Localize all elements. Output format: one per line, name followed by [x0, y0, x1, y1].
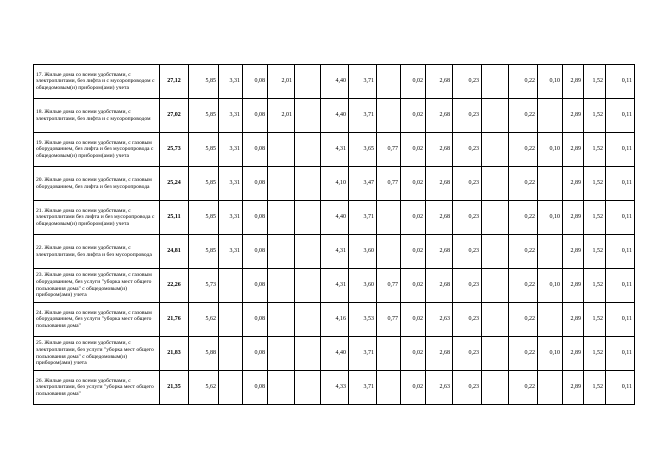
tariff-table	[33, 64, 635, 405]
row-description: 17. Жилые дома со всеми удобствами, с электроплитами, без лифта и с мусоропроводом с общедомовым(и) прибором(ами) учета	[34, 65, 160, 99]
tariff-cell: 0,11	[606, 337, 635, 371]
tariff-cell: 1,52	[584, 167, 606, 201]
tariff-cell: 0,10	[538, 269, 563, 303]
tariff-cell: 1,52	[584, 269, 606, 303]
tariff-cell: 0,08	[243, 167, 268, 201]
tariff-cell: 0,02	[401, 303, 426, 337]
tariff-cell	[268, 269, 295, 303]
tariff-cell: 3,31	[219, 133, 243, 167]
tariff-cell: 0,22	[509, 303, 538, 337]
tariff-cell: 0,23	[453, 65, 482, 99]
table-row	[34, 201, 635, 235]
tariff-cell: 5,85	[189, 235, 219, 269]
tariff-cell: 4,40	[321, 337, 349, 371]
tariff-cell: 2,68	[426, 99, 453, 133]
tariff-cell: 0,11	[606, 99, 635, 133]
tariff-cell: 2,89	[563, 65, 584, 99]
tariff-cell	[295, 201, 321, 235]
tariff-cell: 2,68	[426, 133, 453, 167]
tariff-cell: 3,65	[349, 133, 377, 167]
tariff-cell: 0,77	[377, 133, 401, 167]
tariff-cell: 1,52	[584, 303, 606, 337]
tariff-cell: 0,11	[606, 371, 635, 405]
tariff-cell: 0,11	[606, 201, 635, 235]
tariff-cell: 3,71	[349, 337, 377, 371]
tariff-cell: 2,68	[426, 167, 453, 201]
tariff-cell: 3,31	[219, 201, 243, 235]
tariff-cell: 0,10	[538, 65, 563, 99]
tariff-cell: 5,85	[189, 201, 219, 235]
table-row	[34, 167, 635, 201]
tariff-cell: 0,08	[243, 235, 268, 269]
row-description: 18. Жилые дома со всеми удобствами, с электроплитами, без лифта и с мусоропроводом	[34, 99, 160, 133]
tariff-cell: 0,23	[453, 371, 482, 405]
tariff-cell	[538, 235, 563, 269]
tariff-cell: 5,73	[189, 269, 219, 303]
tariff-cell: 1,52	[584, 99, 606, 133]
tariff-cell: 2,63	[426, 371, 453, 405]
tariff-cell: 0,11	[606, 269, 635, 303]
tariff-cell: 0,02	[401, 99, 426, 133]
table-row	[34, 303, 635, 337]
tariff-cell	[538, 99, 563, 133]
table-row	[34, 235, 635, 269]
tariff-cell: 0,77	[377, 303, 401, 337]
tariff-cell: 0,10	[538, 201, 563, 235]
tariff-cell: 0,02	[401, 235, 426, 269]
tariff-cell: 3,31	[219, 99, 243, 133]
tariff-cell	[482, 371, 509, 405]
tariff-cell: 1,52	[584, 65, 606, 99]
tariff-cell	[538, 371, 563, 405]
row-description: 23. Жилые дома со всеми удобствами, с газовым оборудованием, без услуги "уборка мест общего пользования дома" с общедомовым(и) прибором(ами) учета	[34, 269, 160, 303]
tariff-cell: 1,52	[584, 371, 606, 405]
tariff-cell: 4,31	[321, 269, 349, 303]
row-description: 19. Жилые дома со всеми удобствами, с газовым оборудованием, без лифта и без мусоропровода с общедомовым(и) прибором(ами) учета	[34, 133, 160, 167]
tariff-cell	[482, 133, 509, 167]
tariff-cell: 2,89	[563, 235, 584, 269]
tariff-cell: 0,08	[243, 371, 268, 405]
tariff-cell: 4,10	[321, 167, 349, 201]
tariff-cell	[482, 167, 509, 201]
tariff-cell: 0,23	[453, 201, 482, 235]
tariff-cell: 0,10	[538, 133, 563, 167]
tariff-cell	[295, 269, 321, 303]
table-row	[34, 99, 635, 133]
tariff-cell: 0,22	[509, 167, 538, 201]
tariff-cell: 0,22	[509, 133, 538, 167]
tariff-cell: 2,89	[563, 99, 584, 133]
tariff-cell: 0,02	[401, 371, 426, 405]
tariff-cell: 5,62	[189, 303, 219, 337]
tariff-cell: 0,77	[377, 269, 401, 303]
tariff-cell	[377, 337, 401, 371]
tariff-cell	[538, 167, 563, 201]
tariff-cell: 0,11	[606, 167, 635, 201]
tariff-cell: 0,02	[401, 167, 426, 201]
tariff-cell	[482, 235, 509, 269]
tariff-cell	[295, 337, 321, 371]
tariff-cell	[377, 371, 401, 405]
tariff-cell	[295, 235, 321, 269]
table-row	[34, 337, 635, 371]
row-total-cell: 25,73	[160, 133, 189, 167]
tariff-cell: 2,01	[268, 99, 295, 133]
table-body	[34, 65, 635, 405]
tariff-cell: 2,89	[563, 303, 584, 337]
tariff-cell: 5,62	[189, 371, 219, 405]
tariff-cell: 0,23	[453, 337, 482, 371]
tariff-cell	[295, 99, 321, 133]
tariff-cell: 3,60	[349, 235, 377, 269]
table-row	[34, 65, 635, 99]
tariff-cell: 5,85	[189, 65, 219, 99]
tariff-cell	[482, 65, 509, 99]
tariff-cell: 0,08	[243, 269, 268, 303]
tariff-cell: 2,63	[426, 303, 453, 337]
tariff-cell	[377, 99, 401, 133]
tariff-cell: 0,11	[606, 133, 635, 167]
tariff-cell: 0,02	[401, 133, 426, 167]
tariff-cell	[268, 167, 295, 201]
tariff-cell: 2,89	[563, 167, 584, 201]
tariff-cell: 2,89	[563, 371, 584, 405]
tariff-cell: 0,77	[377, 167, 401, 201]
tariff-cell	[268, 201, 295, 235]
table-row	[34, 269, 635, 303]
tariff-cell: 2,68	[426, 235, 453, 269]
tariff-cell: 0,22	[509, 65, 538, 99]
tariff-cell: 0,10	[538, 337, 563, 371]
tariff-cell: 2,89	[563, 133, 584, 167]
tariff-cell	[482, 269, 509, 303]
tariff-cell	[295, 65, 321, 99]
row-total-cell: 21,76	[160, 303, 189, 337]
tariff-cell: 0,11	[606, 65, 635, 99]
row-description: 26. Жилые дома со всеми удобствами, с электроплитами, без услуги "уборка мест общего пользования дома"	[34, 371, 160, 405]
tariff-cell: 2,68	[426, 201, 453, 235]
tariff-cell	[268, 303, 295, 337]
tariff-cell: 0,23	[453, 303, 482, 337]
tariff-cell: 3,71	[349, 201, 377, 235]
row-total-cell: 27,12	[160, 65, 189, 99]
tariff-cell	[219, 337, 243, 371]
tariff-cell	[295, 371, 321, 405]
tariff-cell	[377, 65, 401, 99]
row-total-cell: 21,83	[160, 337, 189, 371]
tariff-cell: 5,85	[189, 133, 219, 167]
tariff-cell	[482, 201, 509, 235]
tariff-cell: 3,71	[349, 99, 377, 133]
row-description: 20. Жилые дома со всеми удобствами, с газовым оборудованием, без лифта и без мусоропровода	[34, 167, 160, 201]
row-total-cell: 25,11	[160, 201, 189, 235]
tariff-cell: 4,31	[321, 235, 349, 269]
tariff-cell	[219, 303, 243, 337]
tariff-cell: 0,02	[401, 269, 426, 303]
tariff-cell: 2,68	[426, 337, 453, 371]
tariff-cell: 4,40	[321, 65, 349, 99]
tariff-cell: 3,31	[219, 167, 243, 201]
tariff-cell: 0,02	[401, 65, 426, 99]
row-description: 25. Жилые дома со всеми удобствами, с электроплитами, без услуги "уборка мест общего пользования дома" с общедомовым(и) прибором(ами) учета	[34, 337, 160, 371]
tariff-cell: 2,89	[563, 337, 584, 371]
tariff-cell	[219, 371, 243, 405]
tariff-cell: 3,53	[349, 303, 377, 337]
tariff-cell: 0,23	[453, 269, 482, 303]
tariff-cell: 3,47	[349, 167, 377, 201]
tariff-cell: 2,68	[426, 65, 453, 99]
row-total-cell: 25,24	[160, 167, 189, 201]
tariff-cell: 0,08	[243, 201, 268, 235]
tariff-cell: 4,33	[321, 371, 349, 405]
tariff-cell: 0,23	[453, 235, 482, 269]
tariff-cell: 3,60	[349, 269, 377, 303]
tariff-cell: 3,71	[349, 65, 377, 99]
tariff-cell	[482, 99, 509, 133]
tariff-cell: 0,23	[453, 167, 482, 201]
tariff-cell: 4,31	[321, 133, 349, 167]
row-description: 24. Жилые дома со всеми удобствами, с газовым оборудованием, без услуги "уборка мест общего пользования дома"	[34, 303, 160, 337]
tariff-cell: 0,11	[606, 303, 635, 337]
row-total-cell: 22,26	[160, 269, 189, 303]
tariff-cell	[482, 303, 509, 337]
tariff-cell: 0,08	[243, 99, 268, 133]
tariff-cell: 0,02	[401, 201, 426, 235]
tariff-cell: 3,31	[219, 65, 243, 99]
tariff-cell	[268, 235, 295, 269]
tariff-cell: 0,22	[509, 99, 538, 133]
row-total-cell: 21,35	[160, 371, 189, 405]
tariff-cell	[538, 303, 563, 337]
tariff-cell	[295, 167, 321, 201]
tariff-cell: 2,01	[268, 65, 295, 99]
tariff-cell: 1,52	[584, 201, 606, 235]
tariff-cell: 3,31	[219, 235, 243, 269]
tariff-cell: 0,22	[509, 371, 538, 405]
tariff-cell	[482, 337, 509, 371]
tariff-cell: 0,23	[453, 99, 482, 133]
tariff-cell: 1,52	[584, 133, 606, 167]
tariff-cell: 2,89	[563, 201, 584, 235]
tariff-cell: 1,52	[584, 337, 606, 371]
tariff-cell	[377, 201, 401, 235]
tariff-cell: 0,02	[401, 337, 426, 371]
row-total-cell: 27,02	[160, 99, 189, 133]
tariff-cell	[295, 303, 321, 337]
tariff-cell: 0,08	[243, 133, 268, 167]
table-row	[34, 371, 635, 405]
tariff-cell	[295, 133, 321, 167]
tariff-cell: 0,08	[243, 303, 268, 337]
tariff-cell: 4,40	[321, 99, 349, 133]
tariff-cell	[377, 235, 401, 269]
row-total-cell: 24,81	[160, 235, 189, 269]
tariff-cell: 4,40	[321, 201, 349, 235]
tariff-cell: 0,23	[453, 133, 482, 167]
row-description: 21. Жилые дома со всеми удобствами, с электроплитами без лифта и без мусоропровода с общедомовым(и) прибором(ами) учета	[34, 201, 160, 235]
tariff-cell: 1,52	[584, 235, 606, 269]
tariff-cell: 0,11	[606, 235, 635, 269]
row-description: 22. Жилые дома со всеми удобствами, с электроплитами, без лифта и без мусоропровода	[34, 235, 160, 269]
tariff-cell	[268, 337, 295, 371]
tariff-cell: 0,22	[509, 337, 538, 371]
tariff-cell: 0,22	[509, 235, 538, 269]
tariff-cell: 0,22	[509, 201, 538, 235]
tariff-cell: 0,08	[243, 337, 268, 371]
tariff-cell: 0,08	[243, 65, 268, 99]
tariff-cell: 0,22	[509, 269, 538, 303]
tariff-cell: 4,16	[321, 303, 349, 337]
tariff-cell	[268, 133, 295, 167]
tariff-cell	[219, 269, 243, 303]
tariff-cell: 3,71	[349, 371, 377, 405]
tariff-cell	[268, 371, 295, 405]
tariff-cell: 2,89	[563, 269, 584, 303]
tariff-cell: 5,88	[189, 337, 219, 371]
tariff-cell: 5,85	[189, 99, 219, 133]
table-row	[34, 133, 635, 167]
tariff-cell: 2,68	[426, 269, 453, 303]
tariff-cell: 5,85	[189, 167, 219, 201]
